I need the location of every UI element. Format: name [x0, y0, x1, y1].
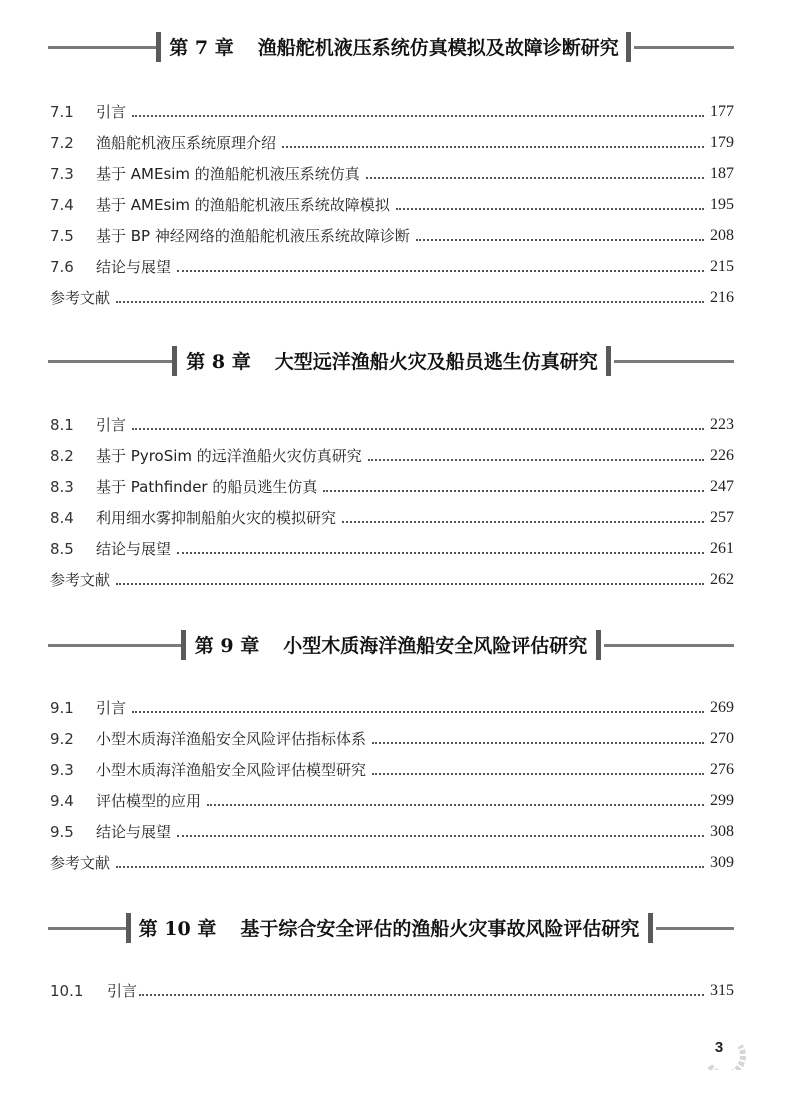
section-number: 7.5 [50, 227, 74, 245]
section-number: 8.2 [50, 447, 74, 465]
leader-dots [372, 742, 704, 744]
chapter-title-text: 小型木质海洋渔船安全风险评估研究 [283, 635, 588, 657]
toc-entry[interactable] [50, 162, 734, 184]
page-ref: 315 [710, 982, 734, 999]
toc-entry[interactable] [50, 979, 734, 1001]
section-title: 基于 BP 神经网络的渔船舵机液压系统故障诊断 [96, 227, 410, 245]
section-number: 10.1 [50, 982, 84, 1000]
page-ref: 195 [710, 196, 734, 213]
heading-bar-right [596, 630, 601, 660]
chapter-title-text: 大型远洋渔船火灾及船员逃生仿真研究 [274, 351, 598, 373]
section-number: 9.2 [50, 730, 74, 748]
page-ref: 215 [710, 258, 734, 275]
heading-bar-left [156, 32, 161, 62]
section-title: 参考文献 [50, 289, 111, 307]
chapter-title [180, 348, 604, 376]
page-ref: 179 [710, 134, 734, 151]
chapter-10-heading [48, 911, 734, 947]
heading-bar-right [606, 346, 611, 376]
leader-dots [132, 428, 704, 430]
toc-entry[interactable] [50, 131, 734, 153]
leader-dots [416, 239, 704, 241]
leader-dots [177, 552, 704, 554]
section-title: 结论与展望 [96, 823, 172, 841]
leader-dots [177, 270, 704, 272]
page-ref: 299 [710, 792, 734, 809]
chapter-title-text: 渔船舵机液压系统仿真模拟及故障诊断研究 [257, 37, 619, 59]
toc-entry[interactable] [50, 444, 734, 466]
leader-dots [372, 773, 704, 775]
heading-rule-right [604, 644, 734, 647]
page-ref: 276 [710, 761, 734, 778]
toc-entry[interactable] [50, 255, 734, 277]
section-number: 8.4 [50, 509, 74, 527]
toc-entry[interactable] [50, 100, 734, 122]
chapter-8-heading [48, 344, 734, 380]
leader-dots [282, 146, 704, 148]
page-number: 3 [714, 1039, 724, 1056]
section-number: 8.3 [50, 478, 74, 496]
section-number: 7.2 [50, 134, 74, 152]
chapter-number: 第 10 章 [138, 918, 217, 940]
section-title: 小型木质海洋渔船安全风险评估指标体系 [96, 730, 367, 748]
chapter-title [189, 632, 593, 660]
toc-entry[interactable] [50, 475, 734, 497]
heading-rule-left [48, 644, 181, 647]
chapter-number: 第 8 章 [186, 351, 251, 373]
chapter-9-heading [48, 628, 734, 664]
chapter-number: 第 7 章 [169, 37, 234, 59]
section-title: 基于 AMEsim 的渔船舵机液压系统仿真 [96, 165, 360, 183]
leader-dots [368, 459, 704, 461]
heading-bar-left [172, 346, 177, 376]
toc-entry-references[interactable] [50, 851, 734, 873]
page-ref: 247 [710, 478, 734, 495]
toc-entry[interactable] [50, 537, 734, 559]
leader-dots [116, 301, 704, 303]
section-title: 引言 [107, 982, 138, 1000]
leader-dots [177, 835, 704, 837]
heading-rule-right [614, 360, 734, 363]
leader-dots [366, 177, 704, 179]
chapter-number: 第 9 章 [194, 635, 260, 657]
page-ref: 226 [710, 447, 734, 464]
toc-entry[interactable] [50, 727, 734, 749]
page-ref: 187 [710, 165, 734, 182]
page-ref: 269 [710, 699, 734, 716]
section-number: 7.6 [50, 258, 74, 276]
section-title: 引言 [96, 103, 127, 121]
section-title: 参考文献 [50, 854, 111, 872]
page-ref: 223 [710, 416, 734, 433]
section-number: 9.1 [50, 699, 74, 717]
heading-bar-right [626, 32, 631, 62]
heading-rule-right [656, 927, 734, 930]
chapter-title [164, 34, 624, 62]
leader-dots [132, 115, 704, 117]
section-number: 7.4 [50, 196, 74, 214]
toc-entry[interactable] [50, 820, 734, 842]
toc-entry[interactable] [50, 758, 734, 780]
section-title: 利用细水雾抑制船舶火灾的模拟研究 [96, 509, 337, 527]
chapter-title-text: 基于综合安全评估的渔船火灾事故风险评估研究 [240, 918, 640, 940]
leader-dots [139, 994, 704, 996]
leader-dots [132, 711, 704, 713]
toc-entry[interactable] [50, 413, 734, 435]
section-number: 9.3 [50, 761, 74, 779]
leader-dots [207, 804, 704, 806]
section-number: 8.5 [50, 540, 74, 558]
section-title: 渔船舵机液压系统原理介绍 [96, 134, 277, 152]
heading-bar-left [126, 913, 131, 943]
toc-entry-references[interactable] [50, 568, 734, 590]
section-number: 7.3 [50, 165, 74, 183]
section-number: 8.1 [50, 416, 74, 434]
page-ref: 177 [710, 103, 734, 120]
section-title: 基于 AMEsim 的渔船舵机液压系统故障模拟 [96, 196, 390, 214]
section-number: 7.1 [50, 103, 74, 121]
chapter-title [134, 915, 644, 943]
page-ref: 208 [710, 227, 734, 244]
section-title: 评估模型的应用 [96, 792, 202, 810]
section-title: 参考文献 [50, 571, 111, 589]
toc-entry[interactable] [50, 193, 734, 215]
section-title: 结论与展望 [96, 540, 172, 558]
heading-rule-right [634, 46, 734, 49]
page-ref: 309 [710, 854, 734, 871]
section-number: 9.5 [50, 823, 74, 841]
page-ref: 308 [710, 823, 734, 840]
heading-rule-left [48, 46, 156, 49]
section-title: 引言 [96, 699, 127, 717]
heading-bar-right [648, 913, 653, 943]
leader-dots [323, 490, 704, 492]
section-title: 基于 PyroSim 的远洋渔船火灾仿真研究 [96, 447, 362, 465]
leader-dots [116, 866, 704, 868]
chapter-7-heading [48, 30, 734, 66]
section-title: 基于 Pathfinder 的船员逃生仿真 [96, 478, 318, 496]
heading-rule-left [48, 927, 126, 930]
page-ref: 270 [710, 730, 734, 747]
heading-rule-left [48, 360, 172, 363]
section-title: 小型木质海洋渔船安全风险评估模型研究 [96, 761, 367, 779]
toc-entry[interactable] [50, 506, 734, 528]
section-title: 引言 [96, 416, 127, 434]
page-ref: 262 [710, 571, 734, 588]
toc-entry[interactable] [50, 224, 734, 246]
toc-entry[interactable] [50, 696, 734, 718]
page-ref: 261 [710, 540, 734, 557]
heading-bar-left [181, 630, 186, 660]
section-title: 结论与展望 [96, 258, 172, 276]
leader-dots [116, 583, 704, 585]
leader-dots [342, 521, 704, 523]
page-ref: 257 [710, 509, 734, 526]
toc-entry[interactable] [50, 789, 734, 811]
leader-dots [396, 208, 704, 210]
section-number: 9.4 [50, 792, 74, 810]
toc-entry-references[interactable] [50, 286, 734, 308]
page-ref: 216 [710, 289, 734, 306]
